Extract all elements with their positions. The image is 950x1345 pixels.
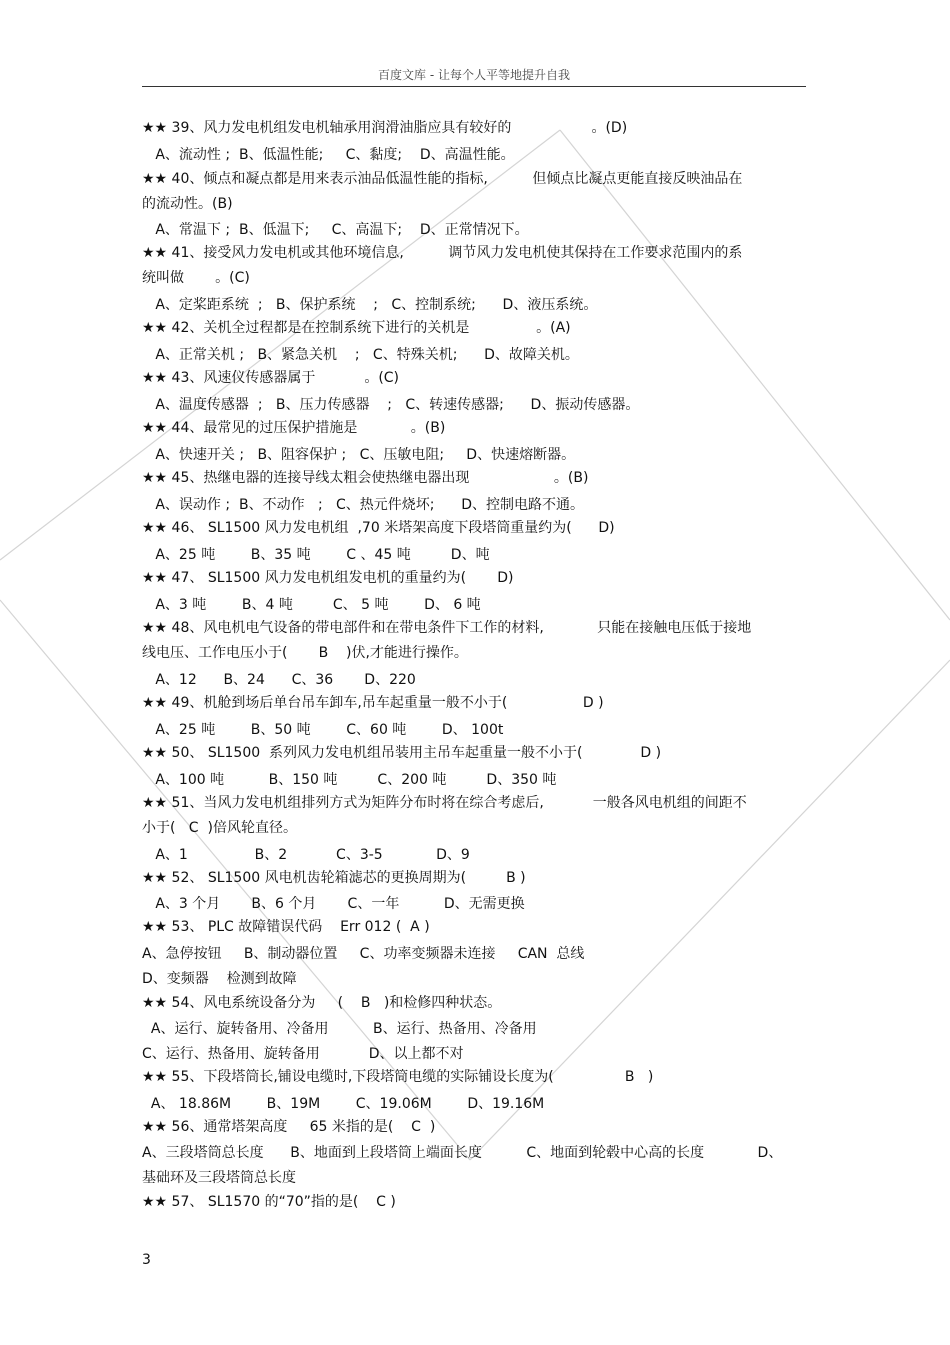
options-line: A、1 B、2 C、3-5 D、9 <box>142 847 470 863</box>
options-line: A、快速开关 ; B、阻容保护 ; C、压敏电阻; D、快速熔断器。 <box>142 447 576 463</box>
question-line: 线电压、工作电压小于( B )伏,才能进行操作。 <box>142 645 468 661</box>
options-line: D、变频器 检测到故障 <box>142 971 297 987</box>
options-line: A、12 B、24 C、36 D、220 <box>142 672 416 688</box>
options-line: A、100 吨 B、150 吨 C、200 吨 D、350 吨 <box>142 772 557 788</box>
question-line: ★★ 39、风力发电机组发电机轴承用润滑油脂应具有较好的 。(D) <box>142 120 628 136</box>
options-line: A、温度传感器 ; B、压力传感器 ; C、转速传感器; D、振动传感器。 <box>142 397 640 413</box>
question-line: 的流动性。(B) <box>142 196 233 212</box>
question-line: 小于( C )倍风轮直径。 <box>142 820 297 836</box>
question-line: ★★ 46、 SL1500 风力发电机组 ,70 米塔架高度下段塔筒重量约为( D) <box>142 520 615 536</box>
options-line: A、正常关机 ; B、紧急关机 ; C、特殊关机; D、故障关机。 <box>142 347 579 363</box>
options-line: A、3 吨 B、4 吨 C、 5 吨 D、 6 吨 <box>142 597 481 613</box>
question-line: ★★ 50、 SL1500 系列风力发电机组吊装用主吊车起重量一般不小于( D ) <box>142 745 662 761</box>
options-line: A、急停按钮 B、制动器位置 C、功率变频器未连接 CAN 总线 <box>142 946 585 962</box>
question-line: ★★ 49、机舱到场后单台吊车卸车,吊车起重量一般不小于( D ) <box>142 695 604 711</box>
question-line: ★★ 56、通常塔架高度 65 米指的是( C ) <box>142 1119 436 1135</box>
question-line: ★★ 51、当风力发电机组排列方式为矩阵分布时将在综合考虑后, 一般各风电机组的间距不 <box>142 795 747 811</box>
page-header: 百度文库 - 让每个人平等地提升自我 <box>142 66 806 87</box>
options-line: C、运行、热备用、旋转备用 D、以上都不对 <box>142 1046 464 1062</box>
question-line: ★★ 54、风电系统设备分为 ( B )和检修四种状态。 <box>142 995 502 1011</box>
options-line: A、误动作 ; B、不动作 ; C、热元件烧坏; D、控制电路不通。 <box>142 497 584 513</box>
question-line: ★★ 40、倾点和凝点都是用来表示油品低温性能的指标, 但倾点比凝点更能直接反映油品在 <box>142 171 743 187</box>
question-line: ★★ 42、关机全过程都是在控制系统下进行的关机是 。(A) <box>142 320 571 336</box>
question-line: ★★ 57、 SL1570 的“70”指的是( C ) <box>142 1194 396 1210</box>
options-line: A、25 吨 B、50 吨 C、60 吨 D、 100t <box>142 722 504 738</box>
options-line: A、定桨距系统 ; B、保护系统 ; C、控制系统; D、液压系统。 <box>142 297 598 313</box>
page-number: 3 <box>142 1252 151 1268</box>
options-line: A、三段塔筒总长度 B、地面到上段塔筒上端面长度 C、地面到轮毂中心高的长度 D、 <box>142 1145 783 1161</box>
options-line: A、 18.86M B、19M C、19.06M D、19.16M <box>142 1096 545 1112</box>
question-line: ★★ 55、下段塔筒长,铺设电缆时,下段塔筒电缆的实际铺设长度为( B ) <box>142 1069 654 1085</box>
options-line: A、25 吨 B、35 吨 C 、45 吨 D、吨 <box>142 547 490 563</box>
options-line: A、3 个月 B、6 个月 C、一年 D、无需更换 <box>142 896 525 912</box>
question-line: 统叫做 。(C) <box>142 270 250 286</box>
question-line: ★★ 43、风速仪传感器属于 。(C) <box>142 370 400 386</box>
question-line: ★★ 45、热继电器的连接导线太粗会使热继电器出现 。(B) <box>142 470 589 486</box>
question-line: ★★ 48、风电机电气设备的带电部件和在带电条件下工作的材料, 只能在接触电压低于接地 <box>142 620 752 636</box>
options-line: 基础环及三段塔筒总长度 <box>142 1170 296 1186</box>
question-line: ★★ 44、最常见的过压保护措施是 。(B) <box>142 420 446 436</box>
options-line: A、常温下 ; B、低温下; C、高温下; D、正常情况下。 <box>142 222 529 238</box>
question-line: ★★ 47、 SL1500 风力发电机组发电机的重量约为( D) <box>142 570 514 586</box>
question-line: ★★ 41、接受风力发电机或其他环境信息, 调节风力发电机使其保持在工作要求范围内的系 <box>142 245 743 261</box>
options-line: A、运行、旋转备用、冷备用 B、运行、热备用、冷备用 <box>142 1021 537 1037</box>
question-line: ★★ 52、 SL1500 风电机齿轮箱滤芯的更换周期为( B ) <box>142 870 526 886</box>
question-line: ★★ 53、 PLC 故障错误代码 Err 012 ( A ) <box>142 919 430 935</box>
options-line: A、流动性 ; B、低温性能; C、黏度; D、高温性能。 <box>142 147 515 163</box>
